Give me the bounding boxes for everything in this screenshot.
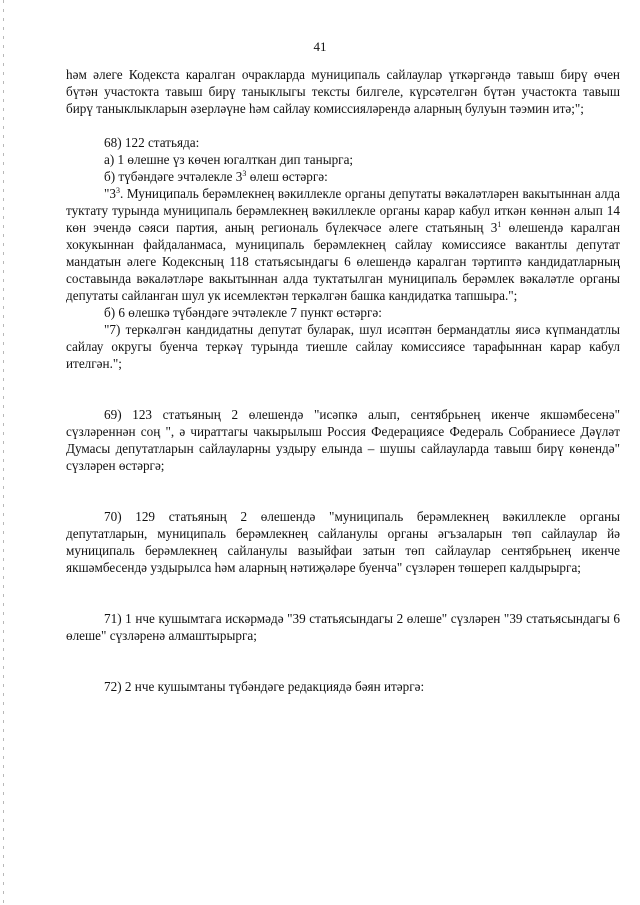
paragraph-item-70: 70) 129 статьяның 2 өлешендә "муниципаль берәмлекнең вәкиллекле органы депутатларын, муниципаль берәмлекнең сайланулы органы әгъзаларын төп сайлаулар йә муниципаль берәмлекнең сайланулы вазыйфаи затын төп сайлаулар сентябрьнең икенче якшәмбесендә уздырылса һәм аларның нәтиҗәләре буенча" сүзләрен төшереп калдырырга; (66, 509, 620, 575)
page-number: 41 (313, 39, 327, 54)
document-body (66, 66, 620, 695)
paragraph-item-68a: а) 1 өлешне үз көчен югалткан дип танырга; (104, 152, 354, 167)
paragraph-item-68b (66, 168, 620, 185)
paragraph-item-68: 68) 122 статьяда: (104, 135, 200, 150)
paragraph-item-69: 69) 123 статьяның 2 өлешендә "исәпкә алып, сентябрьнең икенче якшәмбесенә" сүзләреннән соң ", ә чираттагы чакырылыш Россия Федерациясе Федераль Собраниесе Дәүләт Думасы депутатларын сайлауларны уздыру елында – шушы сайлауларда тавыш бирү көнендә" сүзләрен өстәргә; (66, 407, 620, 473)
paragraph-text: б) түбәндәге эчтәлекле 3 (104, 169, 243, 184)
paragraph-item-6b: б) 6 өлешкә түбәндәге эчтәлекле 7 пункт өстәргә: (104, 305, 382, 320)
superscript: 1 (497, 220, 502, 229)
paragraph-item-71: 71) 1 нче кушымтага искәрмәдә "39 статьясындагы 2 өлеше" сүзләрен "39 статьясындагы 6 өлеше" сүзләренә алмаштырырга; (66, 611, 620, 643)
paragraph-text: өлешендә каралган хокукыннан файдаланмаса, муниципаль берәмлекнең сайлау комиссиясе вакантлы депутат мандатын әлеге Кодексның 118 статьясындагы 6 өлешендә каралган тәртиптә кандидатларның составында вәкаләтләре вакытыннан алда туктатылган муниципаль берәмлек вәкаләтле органы депутаты сайланган шул ук исемлектән теркәлгән башка кандидатка тапшыра."; (66, 220, 620, 303)
paragraph-point-7: "7) теркәлгән кандидатны депутат буларак, шул исәптән бермандатлы яисә күпмандатлы сайлау округы буенча теркәү турында тиешле сайлау комиссиясе тарафыннан карар кабул ителгән."; (66, 322, 620, 371)
paragraph-text: "3 (104, 186, 116, 201)
superscript: 3 (242, 169, 247, 178)
scan-edge-marks (3, 0, 4, 905)
superscript: 3 (115, 186, 120, 195)
paragraph-continuation: һәм әлеге Кодекста каралган очракларда муниципаль сайлаулар үткәргәндә тавыш бирү өчен бүтән участокта тавыш бирү таныклыгы тексты билгеле, күрсәтелгән бүтән участокта тавыш бирү таныклыкларын әзерләүне һәм сайлау комиссияләрендә аларның булуын тәэмин итә;"; (66, 67, 620, 116)
paragraph-text: . Муниципаль берәмлекнең вәкиллекле органы депутаты вәкаләтләрен вакытыннан алда туктату турында муниципаль берәмлекнең вәкиллекле органы карар кабул иткән көннән алып 14 көн эчендә сәяси партия, аның региональ бүлекчәсе әлеге статьяның 3 (66, 186, 620, 235)
paragraph-text: өлеш өстәргә: (246, 169, 328, 184)
paragraph-item-72: 72) 2 нче кушымтаны түбәндәге редакциядә бәян итәргә: (104, 679, 425, 694)
paragraph-article-3-3 (66, 185, 620, 304)
